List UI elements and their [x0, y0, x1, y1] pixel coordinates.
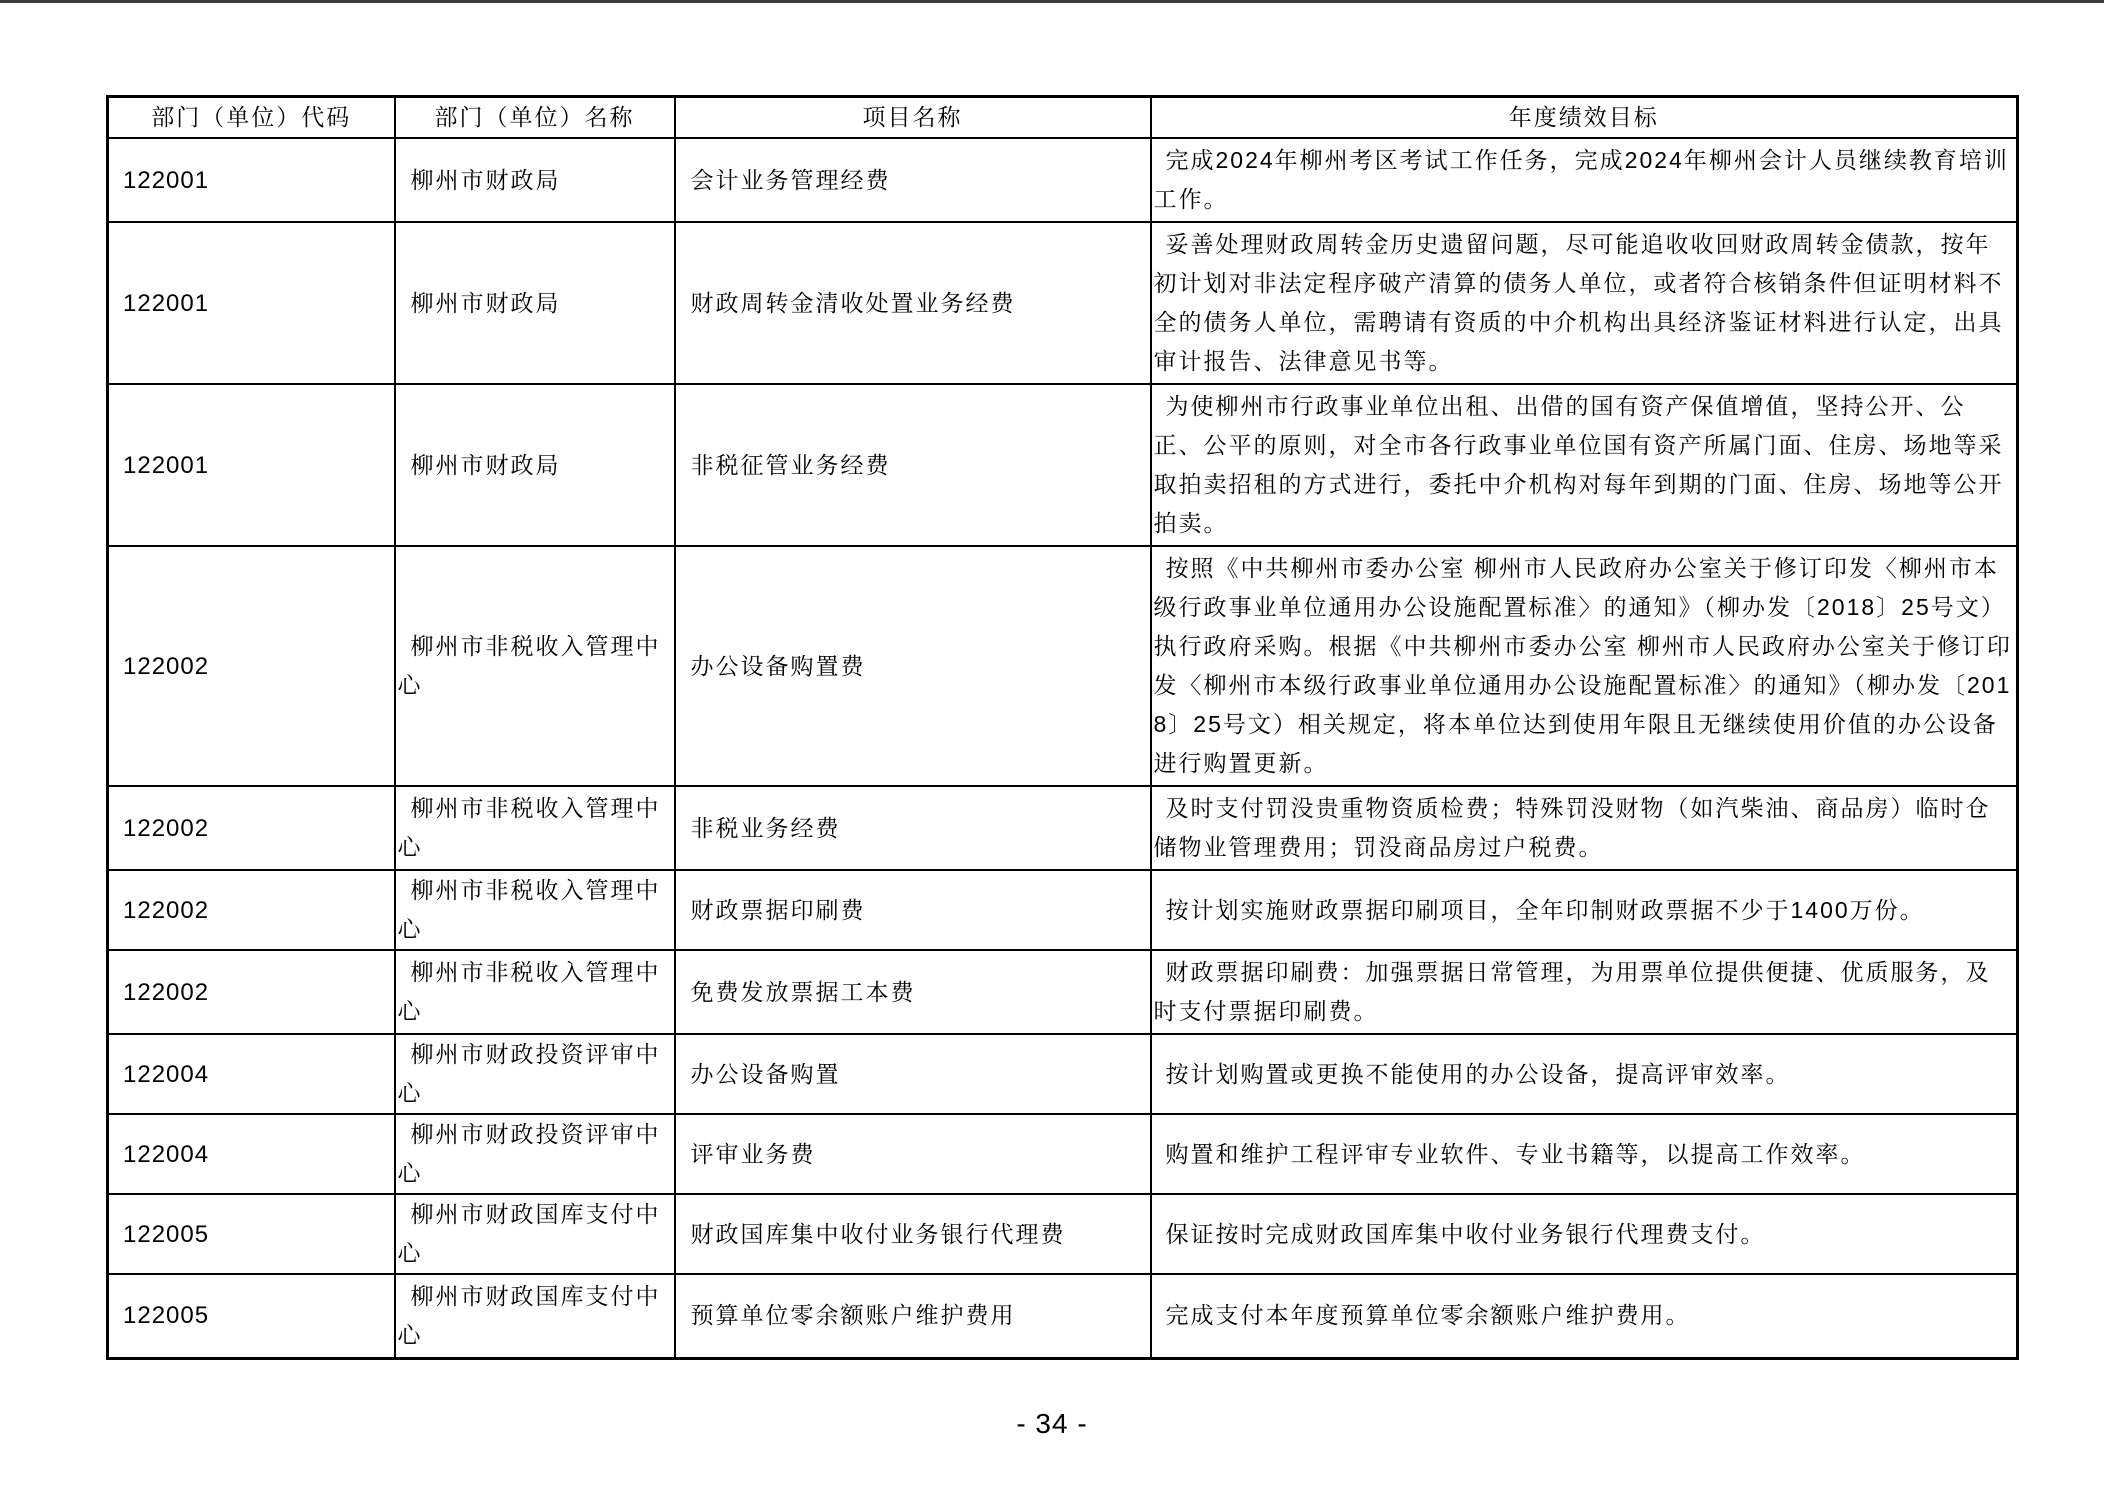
table-row: [108, 384, 2018, 546]
cell-dept-name: 柳州市非税收入管理中心: [395, 546, 675, 786]
cell-project-name: 财政周转金清收处置业务经费: [675, 222, 1151, 384]
cell-dept-name: 柳州市财政投资评审中心: [395, 1034, 675, 1114]
cell-dept-name: 柳州市财政投资评审中心: [395, 1114, 675, 1194]
column-header-project-name: 项目名称: [675, 97, 1151, 139]
cell-annual-goal: 按计划实施财政票据印刷项目，全年印制财政票据不少于1400万份。: [1151, 870, 2018, 950]
cell-dept-code: 122004: [108, 1034, 395, 1114]
cell-project-name: 评审业务费: [675, 1114, 1151, 1194]
cell-annual-goal: 完成2024年柳州考区考试工作任务，完成2024年柳州会计人员继续教育培训工作。: [1151, 138, 2018, 222]
cell-dept-name: 柳州市非税收入管理中心: [395, 870, 675, 950]
table-header-row: [108, 97, 2018, 139]
cell-project-name: 财政票据印刷费: [675, 870, 1151, 950]
table-row: [108, 222, 2018, 384]
cell-dept-code: 122002: [108, 870, 395, 950]
cell-project-name: 会计业务管理经费: [675, 138, 1151, 222]
cell-dept-code: 122004: [108, 1114, 395, 1194]
cell-dept-name: 柳州市财政局: [395, 222, 675, 384]
cell-dept-name: 柳州市财政国库支付中心: [395, 1274, 675, 1358]
cell-dept-name: 柳州市非税收入管理中心: [395, 786, 675, 870]
table-row: [108, 1114, 2018, 1194]
cell-project-name: 免费发放票据工本费: [675, 950, 1151, 1034]
performance-goals-table: [106, 95, 2019, 1360]
cell-dept-code: 122002: [108, 950, 395, 1034]
cell-annual-goal: 财政票据印刷费：加强票据日常管理，为用票单位提供便捷、优质服务，及时支付票据印刷费。: [1151, 950, 2018, 1034]
table-row: [108, 950, 2018, 1034]
cell-dept-name: 柳州市财政国库支付中心: [395, 1194, 675, 1274]
cell-dept-code: 122002: [108, 546, 395, 786]
cell-dept-code: 122001: [108, 138, 395, 222]
column-header-dept-name: 部门（单位）名称: [395, 97, 675, 139]
cell-project-name: 办公设备购置费: [675, 546, 1151, 786]
column-header-annual-goal: 年度绩效目标: [1151, 97, 2018, 139]
table-row: [108, 1034, 2018, 1114]
table-row: [108, 546, 2018, 786]
cell-dept-name: 柳州市非税收入管理中心: [395, 950, 675, 1034]
cell-annual-goal: 按照《中共柳州市委办公室 柳州市人民政府办公室关于修订印发〈柳州市本级行政事业单位通用办公设施配置标准〉的通知》（柳办发〔2018〕25号文）执行政府采购。根据《中共柳州市委办公室 柳州市人民政府办公室关于修订印发〈柳州市本级行政事业单位通用办公设施配置标准〉的通知》（柳办发〔2018〕25号文）相关规定，将本单位达到使用年限且无继续使用价值的办公设备进行购置更新。: [1151, 546, 2018, 786]
table-row: [108, 1194, 2018, 1274]
cell-annual-goal: 购置和维护工程评审专业软件、专业书籍等，以提高工作效率。: [1151, 1114, 2018, 1194]
cell-project-name: 非税业务经费: [675, 786, 1151, 870]
table-row: [108, 1274, 2018, 1358]
cell-project-name: 非税征管业务经费: [675, 384, 1151, 546]
cell-annual-goal: 保证按时完成财政国库集中收付业务银行代理费支付。: [1151, 1194, 2018, 1274]
cell-dept-code: 122001: [108, 222, 395, 384]
table-row: [108, 138, 2018, 222]
table-row: [108, 870, 2018, 950]
cell-dept-code: 122005: [108, 1194, 395, 1274]
cell-annual-goal: 完成支付本年度预算单位零余额账户维护费用。: [1151, 1274, 2018, 1358]
cell-dept-name: 柳州市财政局: [395, 138, 675, 222]
cell-dept-code: 122002: [108, 786, 395, 870]
cell-annual-goal: 按计划购置或更换不能使用的办公设备，提高评审效率。: [1151, 1034, 2018, 1114]
cell-project-name: 预算单位零余额账户维护费用: [675, 1274, 1151, 1358]
page-number: - 34 -: [1016, 1408, 1088, 1439]
cell-project-name: 财政国库集中收付业务银行代理费: [675, 1194, 1151, 1274]
cell-dept-name: 柳州市财政局: [395, 384, 675, 546]
cell-dept-code: 122005: [108, 1274, 395, 1358]
top-edge-bar: [0, 0, 2104, 3]
cell-annual-goal: 妥善处理财政周转金历史遗留问题，尽可能追收收回财政周转金债款，按年初计划对非法定程序破产清算的债务人单位，或者符合核销条件但证明材料不全的债务人单位，需聘请有资质的中介机构出具经济鉴证材料进行认定，出具审计报告、法律意见书等。: [1151, 222, 2018, 384]
cell-annual-goal: 为使柳州市行政事业单位出租、出借的国有资产保值增值，坚持公开、公正、公平的原则，对全市各行政事业单位国有资产所属门面、住房、场地等采取拍卖招租的方式进行，委托中介机构对每年到期的门面、住房、场地等公开拍卖。: [1151, 384, 2018, 546]
cell-dept-code: 122001: [108, 384, 395, 546]
cell-project-name: 办公设备购置: [675, 1034, 1151, 1114]
table-row: [108, 786, 2018, 870]
cell-annual-goal: 及时支付罚没贵重物资质检费；特殊罚没财物（如汽柴油、商品房）临时仓储物业管理费用；罚没商品房过户税费。: [1151, 786, 2018, 870]
column-header-dept-code: 部门（单位）代码: [108, 97, 395, 139]
